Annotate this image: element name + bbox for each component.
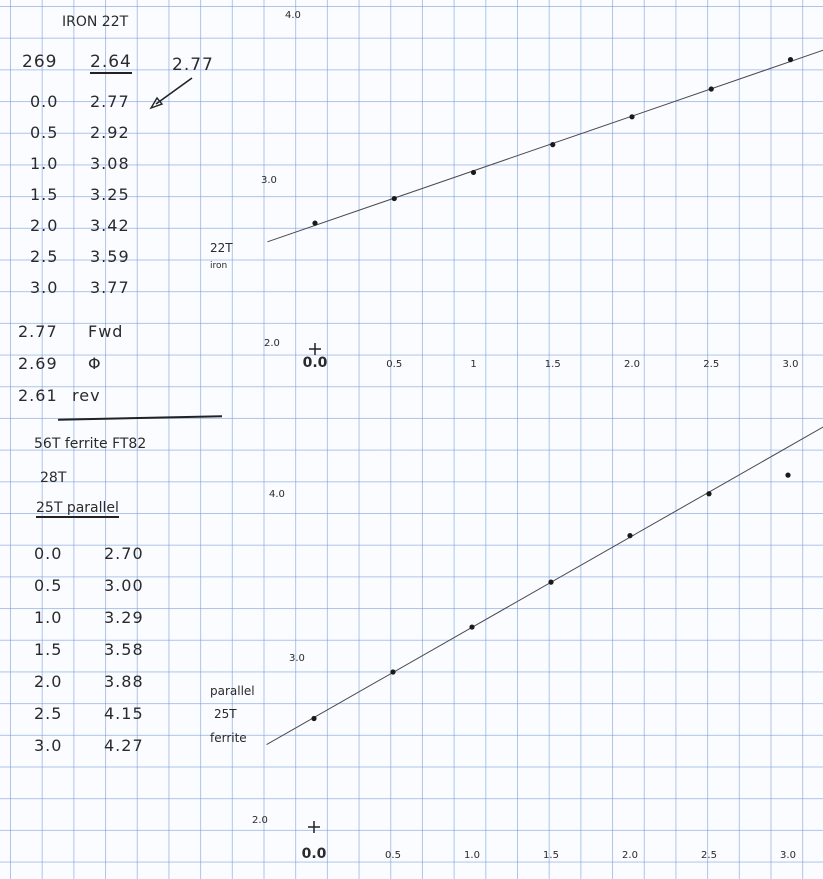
row-x-value: 3.0 [30,278,59,297]
x-tick-label: 0.5 [386,359,403,370]
x-tick-label: 1.5 [544,359,561,370]
notes-title: IRON 22T [62,14,129,30]
data-point [312,221,317,226]
row-x-value: 0.5 [34,576,63,595]
trend-line [267,411,823,745]
data-point [629,114,634,119]
data-point [392,196,397,201]
row-x-value: 2.0 [30,216,59,235]
series-label: iron [210,261,228,271]
series-label: ferrite [210,731,247,745]
data-point [785,473,790,478]
y-tick-label: 3.0 [261,175,277,186]
data-point [548,580,553,585]
direction-label: Φ [88,354,102,373]
data-point [471,170,476,175]
x-tick-label: 0.5 [385,850,401,861]
row-y-value: 2.70 [104,544,144,563]
header-value-3: 2.77 [172,55,214,75]
direction-label: Fwd [88,322,124,341]
x-tick-label: 1.0 [464,850,480,861]
row-x-value: 1.5 [30,185,59,204]
y-tick-label: 4.0 [269,489,285,500]
row-y-value: 3.29 [104,608,144,627]
data-point [550,142,555,147]
row-x-value: 1.5 [34,640,63,659]
x-tick-label: 0.0 [301,846,327,862]
x-tick-label: 3.0 [782,359,799,370]
row-x-value: 1.0 [30,154,59,173]
header-value-1: 269 [22,52,58,72]
data-point [706,491,711,496]
row-y-value: 3.25 [90,185,130,204]
data-point [311,716,316,721]
row-x-value: 2.5 [30,247,59,266]
row-x-value: 3.0 [34,736,63,755]
row-x-value: 0.0 [34,544,63,563]
y-tick-label: 2.0 [264,338,280,349]
direction-value: 2.69 [18,354,58,373]
x-tick-label: 2.5 [701,850,717,861]
x-tick-label: 2.0 [622,850,638,861]
row-x-value: 0.5 [30,123,59,142]
data-point [469,624,474,629]
x-tick-label: 2.5 [703,359,720,370]
row-x-value: 0.0 [30,92,59,111]
direction-value: 2.77 [18,322,58,341]
x-tick-label: 1.5 [543,850,559,861]
ferrite-sub2: 25T parallel [36,500,119,516]
y-tick-label: 2.0 [252,815,268,826]
row-y-value: 3.77 [90,278,130,297]
row-y-value: 3.42 [90,216,130,235]
series-label: parallel [210,684,255,698]
x-tick-label: 3.0 [780,850,796,861]
direction-label: rev [72,386,101,405]
header-value-2: 2.64 [90,52,132,72]
series-label: 22T [210,241,233,255]
data-point [709,86,714,91]
row-y-value: 4.15 [104,704,144,723]
row-y-value: 3.59 [90,247,130,266]
data-point [627,533,632,538]
data-point [788,57,793,62]
y-tick-label: 4.0 [285,10,301,21]
y-tick-label: 3.0 [289,653,305,664]
row-y-value: 3.58 [104,640,144,659]
row-x-value: 2.0 [34,672,63,691]
row-x-value: 1.0 [34,608,63,627]
ferrite-sub1: 28T [40,470,67,486]
x-tick-label: 2.0 [624,359,640,370]
row-x-value: 2.5 [34,704,63,723]
row-y-value: 2.92 [90,123,130,142]
x-tick-label: 1 [470,359,477,370]
direction-value: 2.61 [18,386,58,405]
row-y-value: 3.08 [90,154,130,173]
trend-line [267,40,823,242]
row-y-value: 3.00 [104,576,144,595]
chart-iron [210,10,823,371]
row-y-value: 2.77 [90,92,130,111]
series-label: 25T [214,707,237,721]
row-y-value: 3.88 [104,672,144,691]
ferrite-heading: 56T ferrite FT82 [34,436,147,452]
data-point [390,669,395,674]
x-tick-label: 0.0 [302,355,328,371]
row-y-value: 4.27 [104,736,144,755]
chart-ferrite [210,411,823,862]
